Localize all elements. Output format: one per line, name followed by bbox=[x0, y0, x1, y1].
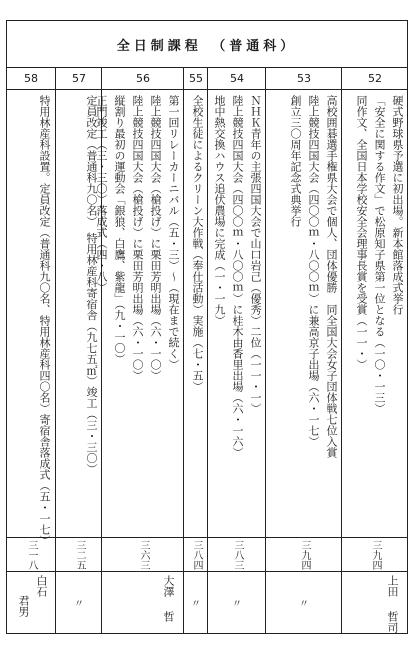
event-text bbox=[188, 95, 206, 531]
principal-cell bbox=[56, 571, 102, 633]
event-line: 陸上競技四国大会（槍投げ）に栗田芳明出場（六・一〇） bbox=[131, 95, 144, 381]
ditto-mark: 〃 bbox=[74, 599, 84, 610]
student-count bbox=[342, 537, 408, 572]
history-table bbox=[6, 20, 408, 634]
principal-surname: 上田 bbox=[386, 575, 399, 597]
event-line: 高校囲碁選手権県大会で個人、団体優勝 同全国大会女子団体戦七位入賞 bbox=[325, 95, 338, 458]
year-column-53 bbox=[265, 67, 342, 633]
student-count-value: 三八三 bbox=[232, 540, 243, 570]
event-line: 硬式野球県予選に初出場。新本館落成式挙行 bbox=[391, 95, 404, 315]
ditto-mark: 〃 bbox=[191, 599, 201, 610]
event-line: 陸上競技四国大会（四〇〇ｍ・八〇〇ｍ）に兼高京子出場（六・一七） bbox=[307, 95, 320, 447]
principal-cell bbox=[266, 571, 342, 633]
event-text bbox=[352, 95, 406, 531]
student-count-value: 三八四 bbox=[191, 540, 202, 570]
event-line: 「安全に関する作文」で松原知子県第一位となる（一〇・一三） bbox=[373, 95, 386, 414]
year-column-56 bbox=[95, 67, 184, 633]
table-header bbox=[7, 21, 407, 68]
event-line: 地中熱交換ハウス追伏農場に完成（一・一九） bbox=[213, 95, 226, 326]
year-events bbox=[95, 89, 184, 538]
ditto-mark: 〃 bbox=[299, 599, 309, 610]
year-column-58 bbox=[7, 67, 55, 633]
student-count bbox=[102, 537, 184, 572]
event-line: 定員改定（普通科九〇名） 特用林産科寄宿舎（九七五㎡）竣工（三・三〇） bbox=[85, 95, 98, 475]
principal-cell bbox=[7, 571, 55, 633]
event-text bbox=[92, 95, 182, 531]
event-line: 陸上競技四国大会（四〇〇ｍ・八〇〇ｍ）に桂木由香里出場（六・一六） bbox=[231, 95, 244, 458]
ditto-mark: 〃 bbox=[232, 599, 242, 610]
student-count-value: 三六三 bbox=[138, 540, 149, 570]
event-line: 陸上競技四国大会（槍投げ）に栗田芳明出場（六・一〇） bbox=[149, 95, 162, 381]
year-number: 55 bbox=[184, 67, 208, 90]
year-number: 58 bbox=[7, 67, 55, 90]
year-events bbox=[184, 89, 208, 538]
student-count-value: 三九四 bbox=[299, 540, 310, 570]
year-events bbox=[7, 89, 55, 546]
event-text bbox=[286, 95, 340, 531]
student-count bbox=[208, 537, 266, 572]
principal-cell bbox=[102, 571, 184, 633]
year-column-55 bbox=[183, 67, 208, 633]
student-count bbox=[184, 537, 208, 572]
principal-given-name: 哲 bbox=[162, 611, 175, 622]
year-number: 53 bbox=[266, 67, 342, 90]
event-text bbox=[35, 95, 53, 546]
principal-cell bbox=[208, 571, 266, 633]
event-line: 特用林産科設置。定員改定（普通科九〇名、特用林産科四〇名）寄宿舎落成式（五・一七） bbox=[38, 95, 51, 546]
student-count-value: 三九四 bbox=[370, 540, 381, 570]
year-events bbox=[342, 89, 408, 538]
year-number: 54 bbox=[208, 67, 266, 90]
course-title: 全日制課程 （普通科） bbox=[116, 38, 298, 54]
principal-cell bbox=[184, 571, 208, 633]
principal-given-name: 哲司 bbox=[386, 611, 399, 633]
student-count-value: 三一八 bbox=[26, 540, 37, 570]
principal-given-name: 君男 bbox=[17, 595, 30, 617]
student-count-value: 三二五 bbox=[74, 540, 85, 570]
principal-cell bbox=[342, 571, 408, 633]
year-number: 57 bbox=[56, 67, 102, 90]
event-line: 縦割り最初の運動会「銀狼、白鷹、紫龍」（九・一〇） bbox=[113, 95, 126, 365]
principal-surname: 白石 bbox=[35, 575, 48, 597]
event-line: 全校生徒によるクリーン大作戦（奉仕活動）実施（七・五） bbox=[191, 95, 204, 392]
event-line: 創立三〇周年記念式典挙行 bbox=[289, 95, 302, 227]
principal-surname: 大澤 bbox=[162, 575, 175, 597]
year-number: 56 bbox=[102, 67, 184, 90]
event-text bbox=[210, 95, 264, 531]
event-line: 第一回リレーカーニバル（五・三）～（現在まで続く） bbox=[167, 95, 180, 370]
year-column-52 bbox=[341, 67, 408, 633]
event-line: 正門竣工（三・三〇）落成式（四・八） bbox=[95, 95, 108, 293]
student-count bbox=[7, 537, 55, 572]
year-events bbox=[266, 89, 342, 538]
event-line: ＮＨＫ青年の主張四国大会で山口岩己（優秀）二位（一一・一） bbox=[249, 95, 262, 414]
year-column-54 bbox=[207, 67, 266, 633]
student-count bbox=[266, 537, 342, 572]
year-events bbox=[208, 89, 266, 538]
year-number: 52 bbox=[342, 67, 408, 90]
event-line: 同作文、全国日本学校安全会理事長賞を受賞（一一・） bbox=[355, 95, 368, 370]
student-count bbox=[56, 537, 102, 572]
